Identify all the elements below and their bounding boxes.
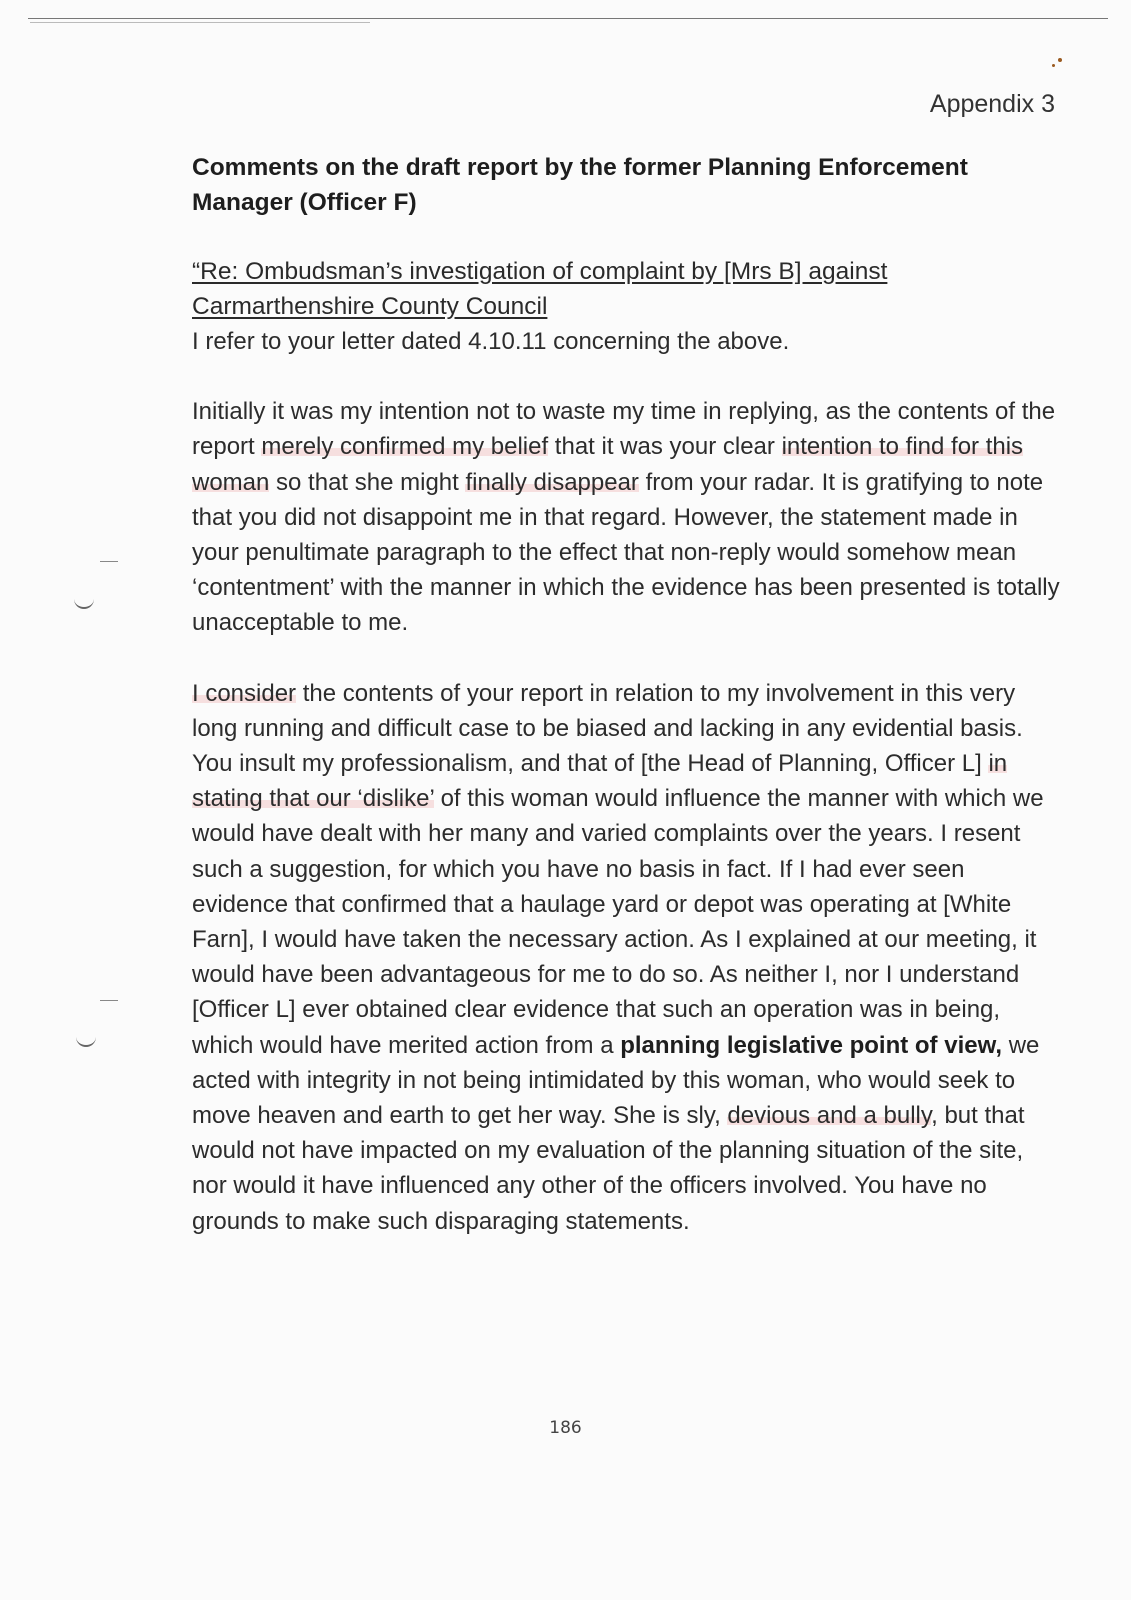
subject-line-2: Carmarthenshire County Council bbox=[192, 293, 548, 320]
intro-sentence: I refer to your letter dated 4.10.11 concerning the above. bbox=[192, 328, 790, 355]
highlighted-text: finally disappear bbox=[465, 468, 639, 496]
top-rule bbox=[28, 18, 1108, 19]
paragraph-1 bbox=[192, 394, 1062, 640]
paragraph-gap bbox=[192, 641, 1062, 676]
paragraph-1-text: Initially it was my intention not to waste my time in replying, as the contents of the report bbox=[192, 398, 1056, 461]
highlighted-text: merely confirmed my belief bbox=[261, 433, 549, 461]
paragraph-1-text: that it was your clear bbox=[548, 433, 782, 461]
paragraph-2-text: of this woman would influence the manner with which we would have dealt with her many and varied complaints over the years. I resent such a suggestion, for which you have no basis in fact. If I had ever seen evidence that confirmed that a haulage yard or depot was operating at [White Farn], I would have taken the necessary action. As I explained at our meeting, it would have been advantageous for me to do so. As neither I, nor I understand [Officer L] ever obtained clear evidence that such an operation was in being, which would have merited action from a bbox=[192, 785, 1044, 1059]
document-body bbox=[192, 150, 1062, 1239]
paragraph-2-text: the contents of your report in relation to my involvement in this very long running and difficult case to be biased and lacking in any evidential basis. You insult my professionalism, and that of [the Head of Planning, Officer L] bbox=[192, 679, 1023, 778]
punch-hole-mark bbox=[100, 1000, 118, 1001]
ink-speck bbox=[1058, 58, 1062, 62]
page-number: 186 bbox=[549, 1418, 582, 1438]
appendix-label: Appendix 3 bbox=[929, 90, 1055, 118]
paragraph-2-text: , but that would not have impacted on my evaluation of the planning situation of the site, nor would it have influenced any other of the officers involved. You have no grounds to make such disparaging statements. bbox=[192, 1102, 1025, 1235]
paragraph-1-text: so that she might bbox=[269, 468, 466, 496]
highlighted-text: intention to find for this woman bbox=[192, 433, 1024, 496]
paragraph-2-text: we acted with integrity in not being intimidated by this woman, who would seek to move heaven and earth to get her way. She is sly, bbox=[192, 1031, 1040, 1130]
ink-speck bbox=[1052, 64, 1055, 67]
document-title: Comments on the draft report by the former Planning Enforcement Manager (Officer F) bbox=[192, 154, 968, 216]
punch-hole-mark bbox=[76, 1031, 96, 1047]
highlighted-text: I consider bbox=[192, 679, 297, 707]
highlighted-text: in stating that our ‘dislike’ bbox=[192, 750, 1008, 813]
paragraph-1-text: from your radar. It is gratifying to note that you did not disappoint me in that regard. However, the statement made in your penultimate paragraph to the effect that non-reply would somehow mean ‘contentment’ with the manner in which the evidence has been presented is totally unacceptable to me. bbox=[192, 468, 1060, 637]
subject-line-1: “Re: Ombudsman’s investigation of complaint by [Mrs B] against bbox=[192, 258, 888, 285]
bold-phrase: planning legislative point of view, bbox=[620, 1031, 1003, 1059]
highlighted-text: devious and a bully bbox=[727, 1102, 932, 1130]
paragraph-gap bbox=[192, 359, 1062, 394]
paragraph-2 bbox=[192, 676, 1062, 1239]
punch-hole-mark bbox=[100, 561, 118, 562]
punch-hole-mark bbox=[74, 593, 94, 609]
top-rule-shadow bbox=[30, 22, 370, 23]
